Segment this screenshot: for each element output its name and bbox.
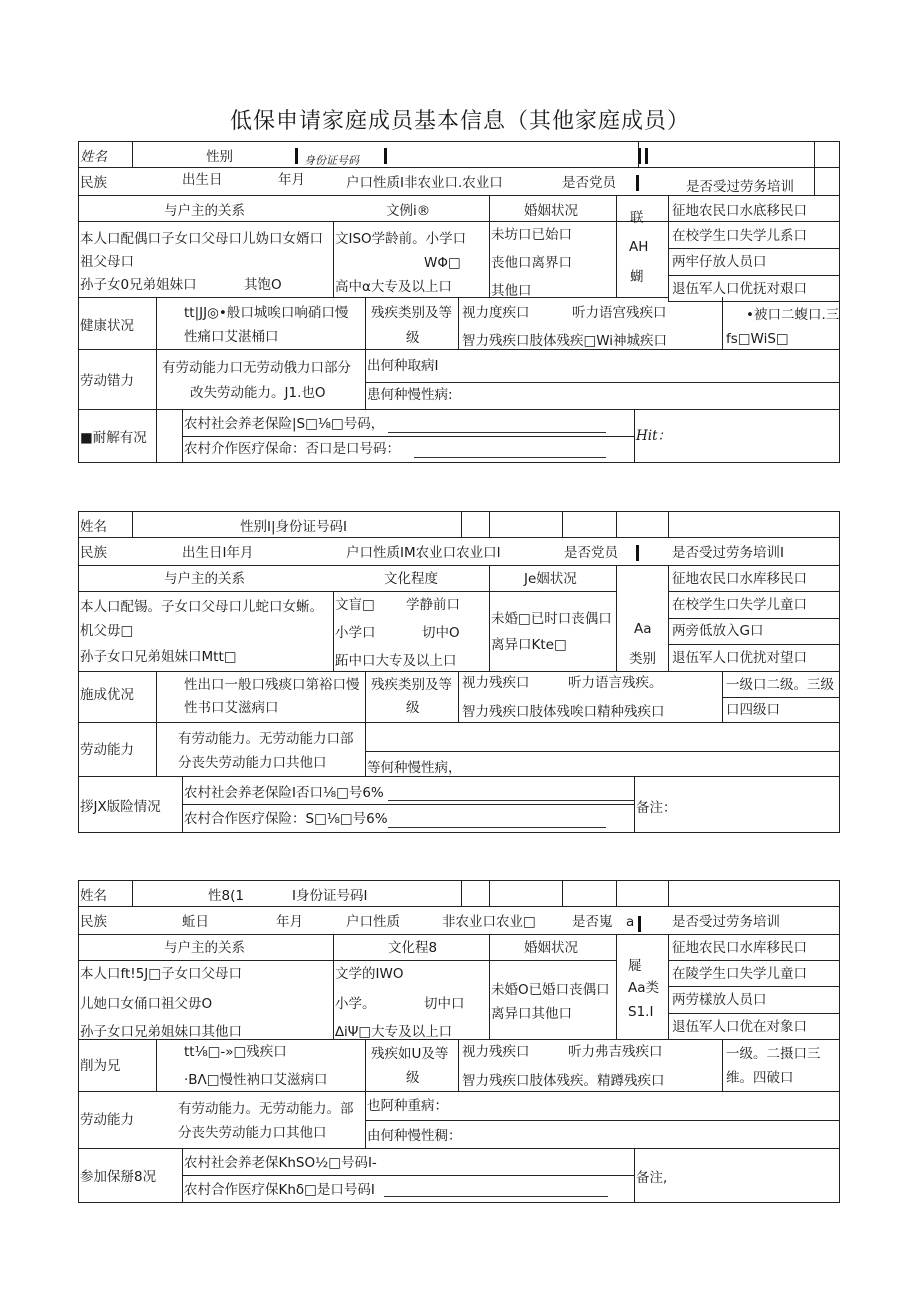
health-options-1: 性出口一般口残痰口第裕口慢	[184, 677, 360, 693]
disability-grade-label: 级	[406, 1070, 420, 1086]
category-option-4: 退伍军人口优抚对艰口	[672, 281, 807, 297]
id-number-label: 身份证号码	[304, 154, 359, 167]
relation-options-3: 孙子女口兄弟姐妹口其他口	[80, 1024, 242, 1040]
disability-options-1: 视力残疾口	[462, 675, 530, 691]
relation-options-2: 祖父母口	[80, 254, 134, 270]
education-options-4: 切中O	[422, 625, 460, 641]
relation-label: 与户主的关系	[164, 940, 245, 956]
health-options-2: 性书口艾滋病口	[184, 700, 279, 716]
birth-date-label: 出生日	[182, 172, 223, 188]
birth-date-label: 蚯日	[182, 914, 209, 930]
category-option-1: 征地农民口水库移民口	[672, 571, 807, 587]
name-label: 姓名	[80, 519, 107, 535]
disability-options-1: 视力残疾口	[462, 1044, 530, 1060]
relation-options-1: 本人口ft!5J□子女口父母口	[80, 966, 243, 982]
household-type-label: 户口性质IM农业口农业口I	[346, 545, 501, 561]
category-option-1: 征地农民口水底移民口	[672, 203, 807, 219]
relation-label: 与户主的关系	[164, 571, 245, 587]
labor-training-label: 是否受过劳务培训	[686, 179, 794, 195]
education-options-2: 小学。	[335, 996, 376, 1012]
marital-label: 婚姻状况	[524, 940, 578, 956]
household-type-label: 户口性质I非农业口.农业口	[346, 175, 503, 191]
grade-options-2: 口四级口	[726, 702, 780, 718]
name-label: 姓名	[80, 149, 107, 165]
category-option-2: 在校学生口失学儿童口	[672, 597, 807, 613]
disability-grade-label: 级	[406, 700, 420, 716]
education-options-2: 学静前口	[406, 597, 460, 613]
marital-options-2: 离异口Kte□	[491, 637, 567, 653]
gender-label: 性8(1	[208, 888, 244, 904]
labor-training-label: 是否受过劳务培训	[672, 914, 780, 930]
chronic-illness-label: 由何种慢性稠：	[367, 1128, 462, 1144]
chronic-illness-label: 患何种慢性病:	[367, 387, 453, 403]
household-type-label: 户口性质	[346, 914, 400, 930]
household-type-options: 非农业口农业□	[442, 914, 536, 930]
category-option-2: 在陵学生口失学儿童口	[672, 966, 807, 982]
disability-options-3: 智力残疾口肢体残疾。精蹲残疾口	[462, 1073, 665, 1089]
category-option-3: 两劳樣放人员口	[672, 992, 767, 1008]
grade-options-1: 一级口二级。三级	[726, 677, 834, 693]
id-number-label: I身份证号码I	[292, 888, 368, 904]
birth-date-label: 出生日I年月	[182, 545, 254, 561]
marital-options-2: 丧他口离界口	[491, 255, 572, 271]
labor-ability-label: 劳动能力	[80, 742, 134, 758]
disability-grade-label: 级	[406, 330, 420, 346]
disability-options-2: 听力弗吉残疾口	[568, 1044, 663, 1060]
category-option-4: 退伍军人口优在对象口	[672, 1019, 807, 1035]
category-label-3: 蝴	[630, 269, 644, 285]
medical-insurance: 农村介作医疗保命：否口是口号码：	[184, 441, 400, 457]
health-options-1: tt|JJ◎•般口城唉口响硝口慢	[184, 305, 349, 321]
member-form-2	[78, 511, 840, 833]
education-label: 文化程8	[388, 940, 438, 956]
category-option-1: 征地农民口水库移民口	[672, 940, 807, 956]
ethnicity-label: 民族	[80, 175, 107, 191]
pension-insurance: 农村社会养老保KhSO½□号码I-	[184, 1155, 377, 1171]
serious-illness-label: 出何种取病I	[367, 358, 439, 374]
serious-illness-label: 也阿种重病：	[367, 1098, 448, 1114]
remarks-label: 备注：	[636, 800, 677, 816]
marital-options-2: 离异口其他口	[491, 1006, 572, 1022]
marital-options-1: 未坊口已始口	[491, 227, 572, 243]
education-options-1: 文盲□	[335, 597, 375, 613]
member-form-1	[78, 141, 840, 463]
category-label-1: 屣	[628, 958, 642, 974]
member-form-3	[78, 880, 840, 1203]
marital-options-1: 未婚O已婚口丧偶口	[491, 982, 610, 998]
chronic-illness-label: 等何种慢性病，	[367, 760, 462, 776]
education-label: 文例i®	[386, 203, 431, 219]
education-label: 文化程度	[384, 571, 438, 587]
marital-label: Je姻状况	[524, 571, 577, 587]
disability-options-3: 智力残疾口肢体残唉口精种残疾口	[462, 704, 665, 720]
category-label-3: S1.I	[628, 1004, 654, 1020]
name-label: 姓名	[80, 888, 107, 904]
health-options-2: 性痛口艾湛桶口	[184, 329, 279, 345]
health-label: 削为兄	[80, 1058, 121, 1074]
disability-type-label: 残疾类别及等	[371, 305, 452, 321]
category-label-2: AH	[629, 239, 649, 255]
gender-id-label: 性别I|身份证号码I	[240, 519, 348, 535]
labor-options-1: 有劳动能力。无劳动能力口部	[178, 731, 354, 747]
pension-insurance: 农村社会养老保险I否口⅛□号6%	[184, 785, 384, 801]
medical-insurance: 农村合作医疗保Khδ□是口号码I	[184, 1182, 375, 1198]
medical-insurance: 农村合作医疗保险：S□⅛□号6%	[184, 811, 388, 827]
remarks-label: Hit：	[636, 428, 672, 444]
year-month-label: 年月	[276, 914, 303, 930]
relation-label: 与户主的关系	[164, 203, 245, 219]
category-label-1: Aa	[634, 621, 652, 637]
insurance-label: 参加保掰8况	[80, 1169, 157, 1185]
education-options-4: ∆iΨ□大专及以上口	[335, 1024, 453, 1040]
education-options-3: 高中α大专及以上口	[335, 279, 452, 295]
labor-options-2: 分丧失劳动能力口共他口	[178, 755, 327, 771]
ethnicity-label: 民族	[80, 914, 107, 930]
party-member-label: 是否嵬	[572, 914, 613, 930]
disability-options-2: 听力语宫残疾口	[572, 305, 667, 321]
health-label: 健康状况	[80, 318, 134, 334]
relation-options-4: 其饱O	[244, 277, 282, 293]
category-label-2: 类别	[629, 651, 656, 667]
labor-ability-label: 劳动能力	[80, 1112, 134, 1128]
grade-options-2: fs□WiS□	[726, 331, 789, 347]
year-month-label: 年月	[278, 172, 305, 188]
labor-ability-label: 劳动错力	[80, 373, 134, 389]
relation-options-1: 本人口配锡。子女口父母口儿蛇口女蜥。	[80, 599, 323, 615]
category-option-3: 两牢仔放人员口	[672, 254, 767, 270]
labor-options-1: 有劳动能力口无劳动俄力口部分	[162, 360, 351, 376]
education-options-1: 文ISO学龄前。小学口	[335, 231, 467, 247]
disability-options-3: 智力残疾口肢体残疾□Wi神城疾口	[462, 333, 668, 349]
education-options-5: 跖中口大专及以上口	[335, 653, 457, 669]
marital-options-3: 其他口	[491, 283, 532, 299]
marital-options-1: 未婚□已时口丧偶口	[491, 611, 612, 627]
grade-options-1: 一级。二摄口三	[726, 1046, 821, 1062]
labor-options-1: 有劳动能力。无劳动能力。部	[178, 1101, 354, 1117]
marital-label: 婚姻状况	[524, 203, 578, 219]
category-label-2: Aa类	[628, 980, 660, 996]
disability-type-label: 残疾如U及等	[371, 1046, 449, 1062]
disability-options-1: 视力度疾口	[462, 305, 530, 321]
insurance-label: ■耐解有况	[80, 430, 147, 446]
relation-options-3: 孙子女口兄弟姐妹口Mtt□	[80, 649, 237, 665]
labor-training-label: 是否受过劳务培训I	[672, 545, 784, 561]
ethnicity-label: 民族	[80, 545, 107, 561]
education-options-1: 文学的IWO	[335, 966, 404, 982]
category-option-4: 退伍军人口优扰对望口	[672, 650, 807, 666]
disability-type-label: 残疾类别及等	[371, 677, 452, 693]
category-label-1: 联	[630, 210, 644, 226]
page-title: 低保申请家庭成员基本信息（其他家庭成员）	[229, 109, 690, 134]
category-option-3: 两旁低放入G口	[672, 623, 764, 639]
party-member-label: 是否党员	[562, 175, 616, 191]
education-options-2: WΦ□	[424, 255, 461, 271]
education-options-3: 小学口	[335, 625, 376, 641]
remarks-label: 备注,	[636, 1170, 668, 1186]
party-member-value: a	[626, 914, 635, 930]
health-options-1: tt⅛□-»□残疾口	[184, 1044, 287, 1060]
labor-options-2: 改失劳动能力。J1.也O	[190, 385, 326, 401]
grade-options-2: 维。四破口	[726, 1070, 794, 1086]
relation-options-2: 机父毋□	[80, 623, 134, 639]
relation-options-1: 本人口配偶口子女口父母口儿妫口女婿口	[80, 231, 323, 247]
labor-options-2: 分丧失劳动能力口其他口	[178, 1125, 327, 1141]
disability-options-2: 听力语言残疾。	[568, 675, 663, 691]
party-member-label: 是否党员	[564, 545, 618, 561]
pension-insurance: 农村社会养老保险|S□⅛□号码，	[184, 416, 385, 432]
relation-options-2: 儿她口女俑口祖父毋O	[80, 996, 213, 1012]
relation-options-3: 孙子女0兄弟姐妹口	[80, 277, 197, 293]
gender-label: 性别	[206, 149, 233, 165]
health-label: 施成优况	[80, 687, 134, 703]
health-options-2: ·BΛ□慢性衲口艾滋病口	[184, 1072, 328, 1088]
education-options-3: 切中口	[424, 996, 465, 1012]
grade-options-1: •被口二蝮口.三	[746, 307, 840, 323]
category-option-2: 在校学生口失学儿系口	[672, 228, 807, 244]
insurance-label: 拶JX版险情况	[80, 799, 161, 815]
